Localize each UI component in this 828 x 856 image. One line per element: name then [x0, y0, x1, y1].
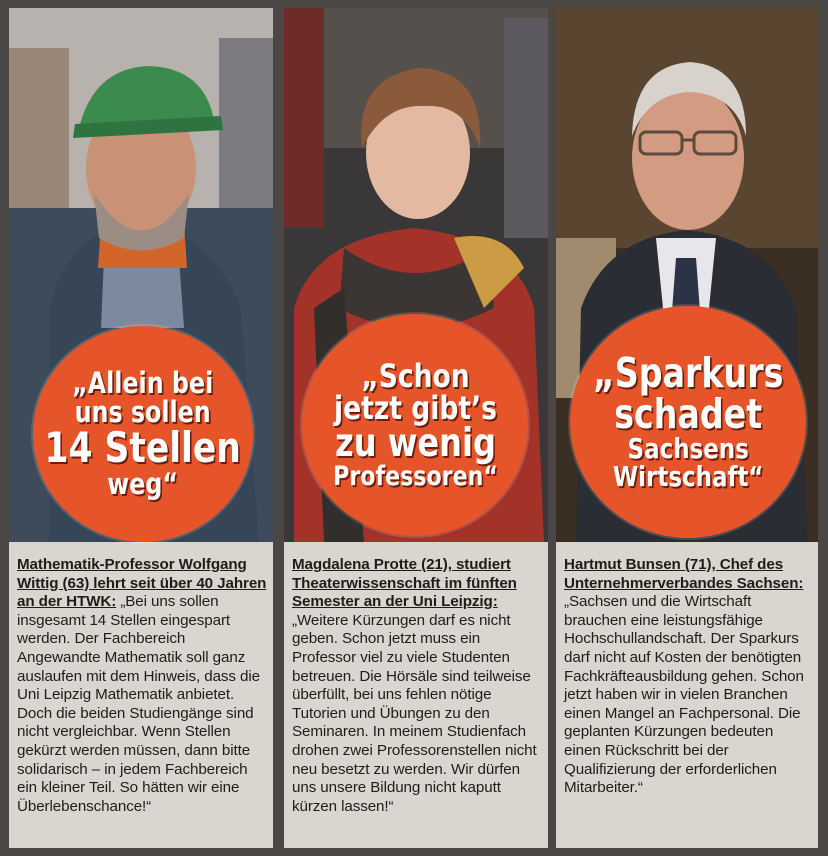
article-column-3 — [556, 8, 818, 848]
article-text — [9, 550, 273, 816]
quote-line: „Sparkurs — [592, 349, 784, 398]
caption-body: „Bei uns sollen insgesamt 14 Stellen eingespart werden. Der Fachbereich Angewandte Mathematik soll ganz auslaufen mit dem Hinweis, dass die Uni Leipzig Mathematik anbietet. Doch die beiden Studiengänge sind nicht vergleichbar. Wenn Stellen gekürzt werden müssen, dann bitte solidarisch – in jedem Fachbereich ein kleiner Teil. So hätten wir eine Überlebenschance!“ — [17, 593, 260, 815]
caption-body: „Weitere Kürzungen darf es nicht geben. Schon jetzt muss ein Professor viel zu viele Studenten betreuen. Die Hörsäle sind teilweise überfüllt, bei uns fehlen nötige Tutorien und Übungen zu den Seminaren. In meinem Studienfach drohen zwei Professorenstellen nicht neu besetzt zu werden. Wir dürfen uns unsere Bildung nicht kaputt kürzen lassen!“ — [292, 611, 537, 815]
caption-lead: Hartmut Bunsen (71), Chef des Unternehmerverbandes Sachsen: — [564, 556, 804, 592]
caption-body: „Sachsen und die Wirtschaft brauchen eine leistungsfähige Hochschullandschaft. Der Sparkurs darf nicht auf Kosten der benötigten Fachkräfteausbildung gehen. Schon jetzt haben wir in vielen Branchen einen Mangel an Fachpersonal. Die geplanten Kürzungen bedeuten einen Rückschritt bei der Qualifizierung der erforderlichen Mitarbeiter.“ — [564, 593, 804, 797]
caption-lead: Mathematik-Professor Wolfgang Wittig (63) lehrt seit über 40 Jahren an der HTWK: — [17, 556, 267, 611]
quote-line: Sachsens — [627, 431, 749, 465]
quote-line: jetzt gibt’s — [333, 388, 497, 427]
quote-line: uns sollen — [74, 395, 212, 430]
quote-bubble — [302, 314, 528, 536]
article-text — [556, 550, 818, 798]
article-column-1 — [9, 8, 273, 848]
quote-bubble — [570, 306, 806, 538]
quote-line: 14 Stellen — [44, 423, 242, 473]
article-column-2 — [284, 8, 548, 848]
quote-line: „Schon — [360, 356, 470, 395]
caption-lead: Magdalena Protte (21), studiert Theaterwissenschaft im fünften Semester an der Uni Leipzig: — [292, 556, 517, 611]
quote-line: zu wenig — [334, 421, 496, 467]
article-text — [284, 550, 548, 816]
quote-line: weg“ — [107, 466, 179, 501]
quote-line: Wirtschaft“ — [612, 459, 764, 493]
quote-line: Professoren“ — [332, 461, 498, 493]
quote-line: schadet — [614, 390, 762, 438]
quote-bubble — [33, 326, 253, 542]
quote-line: „Allein bei — [72, 366, 214, 401]
